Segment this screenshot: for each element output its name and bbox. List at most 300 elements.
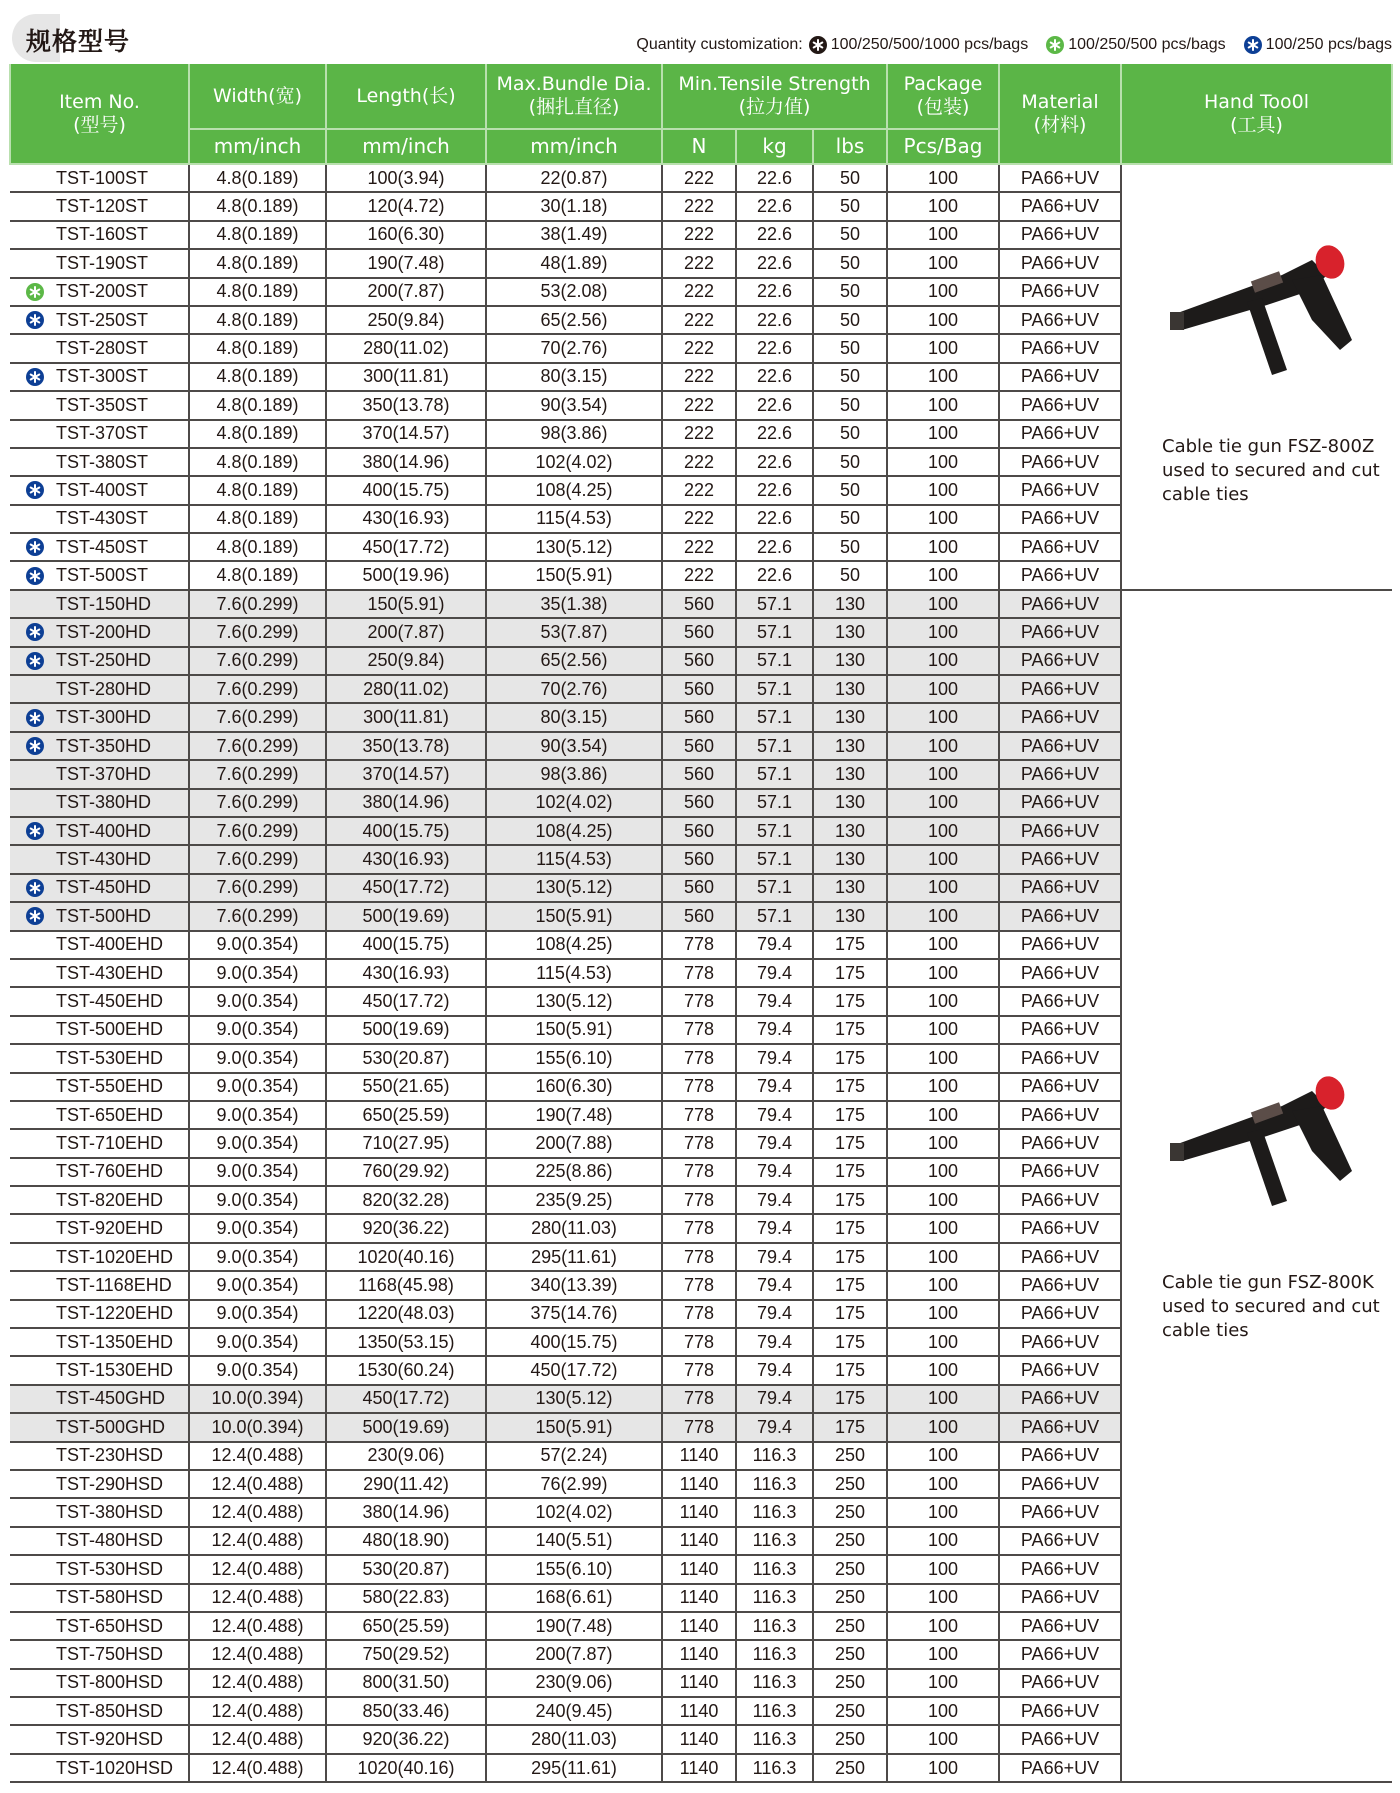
cell-lbs: 250 <box>813 1640 887 1668</box>
cell-kg: 79.4 <box>736 1129 813 1157</box>
cell-pcs: 100 <box>887 675 999 703</box>
cell-pcs: 100 <box>887 561 999 589</box>
cell-n: 1140 <box>662 1612 736 1640</box>
cell-bundle: 108(4.25) <box>486 817 662 845</box>
cell-item-no: TST-710EHD <box>10 1129 189 1157</box>
cell-n: 222 <box>662 249 736 277</box>
cell-item-no: TST-250ST <box>10 306 189 334</box>
cell-kg: 79.4 <box>736 1356 813 1384</box>
cell-n: 222 <box>662 306 736 334</box>
cell-bundle: 102(4.02) <box>486 448 662 476</box>
cell-length: 450(17.72) <box>326 874 486 902</box>
cell-bundle: 65(2.56) <box>486 306 662 334</box>
cell-item-no: TST-400HD <box>10 817 189 845</box>
cell-length: 1020(40.16) <box>326 1754 486 1782</box>
cell-material: PA66+UV <box>999 1101 1121 1129</box>
table-row <box>10 164 1392 192</box>
cell-lbs: 175 <box>813 1328 887 1356</box>
cell-kg: 22.6 <box>736 505 813 533</box>
cell-width: 9.0(0.354) <box>189 1214 326 1242</box>
cell-pcs: 100 <box>887 1243 999 1271</box>
cell-kg: 57.1 <box>736 760 813 788</box>
cell-lbs: 175 <box>813 1385 887 1413</box>
cell-n: 560 <box>662 590 736 618</box>
cell-width: 4.8(0.189) <box>189 334 326 362</box>
cell-kg: 57.1 <box>736 590 813 618</box>
cell-n: 560 <box>662 902 736 930</box>
cell-item-no: TST-430EHD <box>10 959 189 987</box>
cell-material: PA66+UV <box>999 1612 1121 1640</box>
cell-length: 380(14.96) <box>326 448 486 476</box>
cell-n: 778 <box>662 959 736 987</box>
cell-material: PA66+UV <box>999 1442 1121 1470</box>
blue-star-icon <box>26 652 44 670</box>
cell-pcs: 100 <box>887 931 999 959</box>
cell-width: 12.4(0.488) <box>189 1527 326 1555</box>
cell-bundle: 140(5.51) <box>486 1527 662 1555</box>
cell-pcs: 100 <box>887 1101 999 1129</box>
cell-item-no: TST-200ST <box>10 278 189 306</box>
cell-n: 222 <box>662 420 736 448</box>
legend-label: Quantity customization: <box>636 36 803 53</box>
cell-item-no: TST-450EHD <box>10 987 189 1015</box>
cell-bundle: 108(4.25) <box>486 931 662 959</box>
cell-width: 9.0(0.354) <box>189 1129 326 1157</box>
header-bundle: Max.Bundle Dia. (捆扎直径) <box>486 64 662 129</box>
cell-material: PA66+UV <box>999 618 1121 646</box>
cell-n: 1140 <box>662 1697 736 1725</box>
cell-bundle: 375(14.76) <box>486 1300 662 1328</box>
cell-lbs: 250 <box>813 1584 887 1612</box>
cell-material: PA66+UV <box>999 1328 1121 1356</box>
cell-length: 1220(48.03) <box>326 1300 486 1328</box>
cell-pcs: 100 <box>887 1214 999 1242</box>
cell-item-no: TST-500ST <box>10 561 189 589</box>
cell-item-no: TST-350HD <box>10 732 189 760</box>
cell-bundle: 115(4.53) <box>486 505 662 533</box>
cell-length: 100(3.94) <box>326 164 486 192</box>
cell-lbs: 130 <box>813 789 887 817</box>
cell-lbs: 50 <box>813 391 887 419</box>
cell-n: 778 <box>662 1044 736 1072</box>
page-title-block <box>8 10 158 60</box>
cell-item-no: TST-380HD <box>10 789 189 817</box>
subheader-length-unit: mm/inch <box>326 129 486 164</box>
cell-lbs: 250 <box>813 1612 887 1640</box>
cell-lbs: 250 <box>813 1669 887 1697</box>
cell-material: PA66+UV <box>999 1584 1121 1612</box>
cell-lbs: 50 <box>813 221 887 249</box>
cell-kg: 57.1 <box>736 874 813 902</box>
cell-n: 560 <box>662 647 736 675</box>
cell-pcs: 100 <box>887 760 999 788</box>
cell-bundle: 168(6.61) <box>486 1584 662 1612</box>
blue-star-icon <box>26 907 44 925</box>
blue-star-icon <box>26 623 44 641</box>
cell-width: 12.4(0.488) <box>189 1442 326 1470</box>
cell-n: 778 <box>662 1328 736 1356</box>
cell-item-no: TST-500EHD <box>10 1016 189 1044</box>
hand-tool-cell <box>1121 590 1392 1782</box>
cell-width: 7.6(0.299) <box>189 618 326 646</box>
subheader-pcs-bag: Pcs/Bag <box>887 129 999 164</box>
cell-width: 4.8(0.189) <box>189 278 326 306</box>
cell-length: 760(29.92) <box>326 1158 486 1186</box>
cell-width: 4.8(0.189) <box>189 505 326 533</box>
cell-lbs: 175 <box>813 1073 887 1101</box>
cell-material: PA66+UV <box>999 1271 1121 1299</box>
cell-length: 200(7.87) <box>326 278 486 306</box>
cell-pcs: 100 <box>887 1498 999 1526</box>
cell-n: 560 <box>662 874 736 902</box>
cell-width: 9.0(0.354) <box>189 959 326 987</box>
cell-bundle: 295(11.61) <box>486 1754 662 1782</box>
cell-pcs: 100 <box>887 1612 999 1640</box>
cell-pcs: 100 <box>887 874 999 902</box>
cell-material: PA66+UV <box>999 789 1121 817</box>
cell-kg: 116.3 <box>736 1697 813 1725</box>
cell-lbs: 250 <box>813 1527 887 1555</box>
cell-kg: 79.4 <box>736 1158 813 1186</box>
cell-bundle: 102(4.02) <box>486 1498 662 1526</box>
cell-kg: 79.4 <box>736 1044 813 1072</box>
cell-width: 12.4(0.488) <box>189 1697 326 1725</box>
cell-kg: 22.6 <box>736 306 813 334</box>
cell-width: 7.6(0.299) <box>189 760 326 788</box>
cell-length: 500(19.69) <box>326 902 486 930</box>
cell-kg: 116.3 <box>736 1470 813 1498</box>
cell-length: 650(25.59) <box>326 1612 486 1640</box>
cell-item-no: TST-450HD <box>10 874 189 902</box>
cell-length: 190(7.48) <box>326 249 486 277</box>
cell-lbs: 130 <box>813 760 887 788</box>
cell-lbs: 175 <box>813 1186 887 1214</box>
blue-star-icon <box>26 879 44 897</box>
cell-material: PA66+UV <box>999 902 1121 930</box>
cell-item-no: TST-300HD <box>10 703 189 731</box>
cell-item-no: TST-800HSD <box>10 1669 189 1697</box>
subheader-n: N <box>662 129 736 164</box>
cell-pcs: 100 <box>887 959 999 987</box>
cell-length: 550(21.65) <box>326 1073 486 1101</box>
cell-length: 500(19.96) <box>326 561 486 589</box>
cell-pcs: 100 <box>887 1186 999 1214</box>
cell-kg: 22.6 <box>736 561 813 589</box>
cell-n: 560 <box>662 817 736 845</box>
cell-lbs: 175 <box>813 1300 887 1328</box>
cell-length: 920(36.22) <box>326 1725 486 1753</box>
cell-length: 800(31.50) <box>326 1669 486 1697</box>
blue-star-icon <box>26 311 44 329</box>
cell-pcs: 100 <box>887 1555 999 1583</box>
cell-material: PA66+UV <box>999 561 1121 589</box>
cell-length: 300(11.81) <box>326 703 486 731</box>
cell-lbs: 175 <box>813 1243 887 1271</box>
cell-length: 1350(53.15) <box>326 1328 486 1356</box>
cell-width: 4.8(0.189) <box>189 306 326 334</box>
cell-item-no: TST-650EHD <box>10 1101 189 1129</box>
cell-item-no: TST-350ST <box>10 391 189 419</box>
cell-width: 4.8(0.189) <box>189 420 326 448</box>
cell-width: 4.8(0.189) <box>189 192 326 220</box>
cell-kg: 116.3 <box>736 1555 813 1583</box>
cell-item-no: TST-1530EHD <box>10 1356 189 1384</box>
cell-kg: 116.3 <box>736 1669 813 1697</box>
cell-n: 1140 <box>662 1498 736 1526</box>
cell-n: 560 <box>662 789 736 817</box>
cell-bundle: 102(4.02) <box>486 789 662 817</box>
cell-lbs: 175 <box>813 1271 887 1299</box>
cell-n: 222 <box>662 334 736 362</box>
cell-material: PA66+UV <box>999 1129 1121 1157</box>
cell-n: 778 <box>662 931 736 959</box>
cell-length: 820(32.28) <box>326 1186 486 1214</box>
cell-lbs: 175 <box>813 1101 887 1129</box>
cell-n: 222 <box>662 278 736 306</box>
cell-lbs: 130 <box>813 590 887 618</box>
header-material: Material (材料) <box>999 64 1121 164</box>
cell-material: PA66+UV <box>999 1243 1121 1271</box>
cell-material: PA66+UV <box>999 1044 1121 1072</box>
cell-lbs: 250 <box>813 1470 887 1498</box>
cell-material: PA66+UV <box>999 1413 1121 1441</box>
cell-item-no: TST-850HSD <box>10 1697 189 1725</box>
cell-n: 778 <box>662 1016 736 1044</box>
cell-pcs: 100 <box>887 1044 999 1072</box>
cell-length: 480(18.90) <box>326 1527 486 1555</box>
cell-bundle: 53(2.08) <box>486 278 662 306</box>
cell-n: 222 <box>662 561 736 589</box>
cell-pcs: 100 <box>887 1669 999 1697</box>
cell-kg: 22.6 <box>736 420 813 448</box>
cell-material: PA66+UV <box>999 391 1121 419</box>
cell-kg: 22.6 <box>736 391 813 419</box>
cell-pcs: 100 <box>887 1158 999 1186</box>
cell-n: 560 <box>662 760 736 788</box>
cell-n: 1140 <box>662 1725 736 1753</box>
cell-lbs: 50 <box>813 561 887 589</box>
cell-n: 1140 <box>662 1669 736 1697</box>
cell-width: 9.0(0.354) <box>189 1073 326 1101</box>
cell-bundle: 57(2.24) <box>486 1442 662 1470</box>
cell-item-no: TST-400ST <box>10 476 189 504</box>
cell-kg: 22.6 <box>736 164 813 192</box>
cell-pcs: 100 <box>887 732 999 760</box>
cell-item-no: TST-1020HSD <box>10 1754 189 1782</box>
cell-item-no: TST-650HSD <box>10 1612 189 1640</box>
cell-n: 1140 <box>662 1555 736 1583</box>
blue-star-icon <box>26 538 44 556</box>
cell-width: 12.4(0.488) <box>189 1470 326 1498</box>
cell-pcs: 100 <box>887 1725 999 1753</box>
cell-length: 370(14.57) <box>326 760 486 788</box>
cell-lbs: 130 <box>813 817 887 845</box>
cell-material: PA66+UV <box>999 1214 1121 1242</box>
cell-width: 9.0(0.354) <box>189 1243 326 1271</box>
cell-bundle: 22(0.87) <box>486 164 662 192</box>
cell-pcs: 100 <box>887 533 999 561</box>
cell-item-no: TST-480HSD <box>10 1527 189 1555</box>
cell-material: PA66+UV <box>999 1470 1121 1498</box>
cell-pcs: 100 <box>887 192 999 220</box>
cell-bundle: 280(11.03) <box>486 1725 662 1753</box>
cell-pcs: 100 <box>887 618 999 646</box>
cell-lbs: 50 <box>813 420 887 448</box>
green-star-icon <box>26 283 44 301</box>
cell-pcs: 100 <box>887 334 999 362</box>
cell-lbs: 250 <box>813 1442 887 1470</box>
cell-width: 9.0(0.354) <box>189 1158 326 1186</box>
cell-kg: 79.4 <box>736 959 813 987</box>
cell-pcs: 100 <box>887 987 999 1015</box>
cell-pcs: 100 <box>887 391 999 419</box>
cell-length: 300(11.81) <box>326 363 486 391</box>
cell-lbs: 175 <box>813 1413 887 1441</box>
cell-item-no: TST-1020EHD <box>10 1243 189 1271</box>
cell-n: 222 <box>662 363 736 391</box>
cell-material: PA66+UV <box>999 278 1121 306</box>
cell-pcs: 100 <box>887 278 999 306</box>
cell-n: 222 <box>662 448 736 476</box>
cell-kg: 57.1 <box>736 902 813 930</box>
cell-pcs: 100 <box>887 420 999 448</box>
cell-width: 7.6(0.299) <box>189 732 326 760</box>
cell-n: 778 <box>662 1129 736 1157</box>
cell-material: PA66+UV <box>999 760 1121 788</box>
cell-bundle: 200(7.87) <box>486 1640 662 1668</box>
cell-width: 4.8(0.189) <box>189 249 326 277</box>
cell-pcs: 100 <box>887 448 999 476</box>
cell-length: 280(11.02) <box>326 334 486 362</box>
cell-bundle: 130(5.12) <box>486 533 662 561</box>
cell-material: PA66+UV <box>999 590 1121 618</box>
cell-item-no: TST-370HD <box>10 760 189 788</box>
cell-lbs: 130 <box>813 675 887 703</box>
cell-material: PA66+UV <box>999 505 1121 533</box>
cell-item-no: TST-280ST <box>10 334 189 362</box>
cell-kg: 57.1 <box>736 817 813 845</box>
cell-bundle: 225(8.86) <box>486 1158 662 1186</box>
cell-bundle: 90(3.54) <box>486 732 662 760</box>
cell-width: 9.0(0.354) <box>189 1016 326 1044</box>
cell-length: 400(15.75) <box>326 817 486 845</box>
cell-bundle: 150(5.91) <box>486 561 662 589</box>
cell-item-no: TST-230HSD <box>10 1442 189 1470</box>
subheader-lbs: lbs <box>813 129 887 164</box>
cable-tie-gun-icon <box>1162 1051 1362 1211</box>
cell-item-no: TST-760EHD <box>10 1158 189 1186</box>
cell-item-no: TST-400EHD <box>10 931 189 959</box>
cell-material: PA66+UV <box>999 1385 1121 1413</box>
cell-width: 4.8(0.189) <box>189 533 326 561</box>
cell-n: 778 <box>662 1413 736 1441</box>
cell-width: 12.4(0.488) <box>189 1725 326 1753</box>
cell-kg: 116.3 <box>736 1640 813 1668</box>
cell-item-no: TST-100ST <box>10 164 189 192</box>
cell-kg: 79.4 <box>736 1243 813 1271</box>
table-row <box>10 590 1392 618</box>
cell-pcs: 100 <box>887 363 999 391</box>
cell-n: 560 <box>662 703 736 731</box>
cell-length: 250(9.84) <box>326 647 486 675</box>
cell-length: 1530(60.24) <box>326 1356 486 1384</box>
cell-material: PA66+UV <box>999 1527 1121 1555</box>
cell-n: 778 <box>662 1300 736 1328</box>
cell-kg: 22.6 <box>736 334 813 362</box>
cell-bundle: 80(3.15) <box>486 363 662 391</box>
cell-n: 560 <box>662 618 736 646</box>
cell-pcs: 100 <box>887 789 999 817</box>
cell-length: 450(17.72) <box>326 533 486 561</box>
cell-width: 9.0(0.354) <box>189 1044 326 1072</box>
legend-item-green: 100/250/500 pcs/bags <box>1046 36 1225 54</box>
blue-star-icon <box>26 481 44 499</box>
cell-kg: 79.4 <box>736 987 813 1015</box>
cell-bundle: 98(3.86) <box>486 760 662 788</box>
cell-n: 560 <box>662 675 736 703</box>
cell-width: 7.6(0.299) <box>189 675 326 703</box>
cell-pcs: 100 <box>887 306 999 334</box>
cell-item-no: TST-1168EHD <box>10 1271 189 1299</box>
cell-pcs: 100 <box>887 703 999 731</box>
cell-length: 450(17.72) <box>326 987 486 1015</box>
cell-length: 920(36.22) <box>326 1214 486 1242</box>
cell-material: PA66+UV <box>999 647 1121 675</box>
cell-lbs: 175 <box>813 959 887 987</box>
cell-bundle: 70(2.76) <box>486 675 662 703</box>
cell-length: 350(13.78) <box>326 732 486 760</box>
cell-bundle: 150(5.91) <box>486 1016 662 1044</box>
cell-kg: 79.4 <box>736 1413 813 1441</box>
cell-kg: 79.4 <box>736 1328 813 1356</box>
cell-item-no: TST-430ST <box>10 505 189 533</box>
cell-bundle: 200(7.88) <box>486 1129 662 1157</box>
cell-length: 400(15.75) <box>326 476 486 504</box>
cell-item-no: TST-500HD <box>10 902 189 930</box>
cell-bundle: 80(3.15) <box>486 703 662 731</box>
cell-length: 530(20.87) <box>326 1044 486 1072</box>
cell-bundle: 155(6.10) <box>486 1044 662 1072</box>
cell-width: 7.6(0.299) <box>189 902 326 930</box>
cell-length: 530(20.87) <box>326 1555 486 1583</box>
cell-kg: 79.4 <box>736 931 813 959</box>
cell-lbs: 50 <box>813 164 887 192</box>
cell-material: PA66+UV <box>999 1555 1121 1583</box>
cell-bundle: 115(4.53) <box>486 845 662 873</box>
cell-material: PA66+UV <box>999 675 1121 703</box>
cell-lbs: 175 <box>813 1044 887 1072</box>
cell-kg: 79.4 <box>736 1300 813 1328</box>
cell-lbs: 175 <box>813 1158 887 1186</box>
cell-bundle: 190(7.48) <box>486 1612 662 1640</box>
header-package: Package (包装) <box>887 64 999 129</box>
tool-caption: Cable tie gun FSZ-800Z used to secured and cut cable ties <box>1162 436 1380 505</box>
cell-lbs: 175 <box>813 1129 887 1157</box>
blue-star-icon <box>26 368 44 386</box>
cell-bundle: 150(5.91) <box>486 1413 662 1441</box>
cell-width: 9.0(0.354) <box>189 1328 326 1356</box>
cell-material: PA66+UV <box>999 1300 1121 1328</box>
cell-material: PA66+UV <box>999 1697 1121 1725</box>
cell-pcs: 100 <box>887 1442 999 1470</box>
cell-n: 560 <box>662 845 736 873</box>
cell-lbs: 175 <box>813 1356 887 1384</box>
cell-pcs: 100 <box>887 647 999 675</box>
cell-bundle: 450(17.72) <box>486 1356 662 1384</box>
black-star-icon <box>809 36 827 54</box>
cell-lbs: 250 <box>813 1498 887 1526</box>
cell-width: 9.0(0.354) <box>189 1101 326 1129</box>
